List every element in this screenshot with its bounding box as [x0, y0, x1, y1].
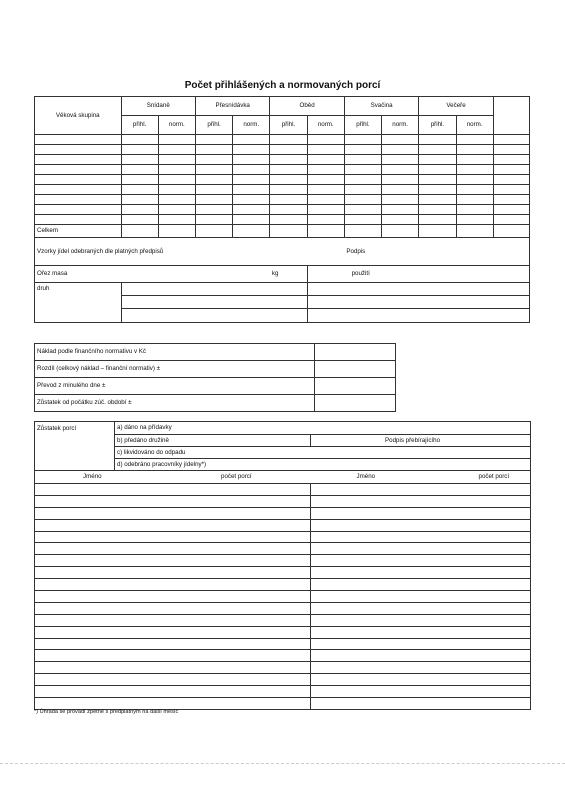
left-entry-cell	[35, 567, 311, 579]
count-cell	[344, 155, 381, 165]
left-entry-cell	[35, 555, 311, 567]
right-entry-cell	[311, 686, 531, 698]
count-cell	[344, 135, 381, 145]
count-cell	[382, 175, 419, 185]
count-cell	[233, 165, 270, 175]
name-count-rows	[35, 484, 531, 710]
count-cell	[382, 215, 419, 225]
name-count-row	[35, 579, 531, 591]
count-cell	[382, 165, 419, 175]
count-cell	[456, 215, 493, 225]
count-cell	[121, 175, 158, 185]
sub-header-registered: přihl.	[419, 116, 456, 135]
count-cell	[195, 185, 232, 195]
count-cell	[419, 135, 456, 145]
left-entry-cell	[35, 543, 311, 555]
count-cell	[493, 155, 529, 165]
age-group-row	[35, 165, 530, 175]
count-cell	[307, 205, 344, 215]
meal-header-snack-pm: Svačina	[344, 97, 418, 116]
count-cell	[382, 195, 419, 205]
name-count-row	[35, 662, 531, 674]
age-group-row	[35, 195, 530, 205]
count-cell	[307, 165, 344, 175]
sub-header-normed: norm.	[233, 116, 270, 135]
count-cell	[270, 175, 307, 185]
count-cell	[493, 165, 529, 175]
name-count-row	[35, 698, 531, 710]
portions-rows	[35, 135, 530, 225]
receiver-signature-label: Podpis přebírajícího	[311, 435, 531, 447]
count-cell	[456, 195, 493, 205]
right-entry-cell	[311, 674, 531, 686]
name-count-row	[35, 531, 531, 543]
name-header: Jméno	[83, 473, 102, 480]
left-entry-cell	[35, 686, 311, 698]
count-cell	[307, 215, 344, 225]
meal-header-lunch: Oběd	[270, 97, 344, 116]
right-entry-cell	[311, 567, 531, 579]
count-cell	[270, 205, 307, 215]
count-cell	[493, 135, 529, 145]
name-count-row	[35, 626, 531, 638]
count-cell	[456, 135, 493, 145]
right-entry-cell	[311, 614, 531, 626]
count-cell	[121, 165, 158, 175]
meal-header-breakfast: Snídaně	[121, 97, 195, 116]
count-cell	[493, 185, 529, 195]
financial-table	[34, 343, 396, 412]
age-group-row	[35, 135, 530, 145]
name-count-row	[35, 484, 531, 496]
right-entry-cell	[311, 626, 531, 638]
age-group-cell	[35, 195, 122, 205]
count-cell	[158, 185, 195, 195]
count-cell	[382, 145, 419, 155]
age-group-row	[35, 215, 530, 225]
total-label: Celkem	[35, 225, 122, 238]
name-count-row	[35, 555, 531, 567]
count-cell	[158, 135, 195, 145]
count-cell	[419, 165, 456, 175]
left-entry-cell	[35, 519, 311, 531]
left-entry-cell	[35, 531, 311, 543]
option-c: c) likvidováno do odpadu	[115, 447, 531, 459]
meal-header-dinner: Večeře	[419, 97, 493, 116]
option-d: d) odebráno pracovníky jídelny*)	[115, 459, 531, 471]
count-cell	[344, 205, 381, 215]
right-entry-cell	[311, 519, 531, 531]
count-cell	[419, 155, 456, 165]
sub-header-normed: norm.	[158, 116, 195, 135]
age-group-row	[35, 175, 530, 185]
remaining-portions-table	[34, 421, 531, 710]
name-count-row	[35, 614, 531, 626]
count-cell	[270, 185, 307, 195]
right-entry-cell	[311, 698, 531, 710]
count-cell	[419, 145, 456, 155]
option-a: a) dáno na přídavky	[115, 422, 531, 435]
age-group-cell	[35, 135, 122, 145]
count-cell	[270, 155, 307, 165]
left-entry-cell	[35, 484, 311, 496]
age-group-row	[35, 155, 530, 165]
right-entry-cell	[311, 507, 531, 519]
count-cell	[382, 185, 419, 195]
financial-row-label: Zůstatek od počátku zúč. období ±	[35, 395, 315, 412]
count-cell	[382, 205, 419, 215]
count-cell	[270, 215, 307, 225]
count-cell	[493, 175, 529, 185]
name-header: Jméno	[356, 473, 376, 480]
sub-header-normed: norm.	[307, 116, 344, 135]
count-cell	[121, 185, 158, 195]
left-entry-cell	[35, 602, 311, 614]
portions-table	[34, 96, 530, 323]
samples-signature-label: Podpis	[344, 238, 529, 266]
count-cell	[270, 195, 307, 205]
count-cell	[344, 145, 381, 155]
name-count-row	[35, 686, 531, 698]
left-entry-cell	[35, 495, 311, 507]
age-group-cell	[35, 175, 122, 185]
age-group-row	[35, 205, 530, 215]
count-cell	[195, 215, 232, 225]
right-entry-cell	[311, 591, 531, 603]
name-count-row	[35, 519, 531, 531]
right-entry-cell	[311, 531, 531, 543]
sub-header-registered: přihl.	[195, 116, 232, 135]
left-entry-cell	[35, 579, 311, 591]
count-cell	[195, 205, 232, 215]
age-group-cell	[35, 145, 122, 155]
page-separator	[0, 763, 565, 764]
count-cell	[382, 155, 419, 165]
sub-header-registered: přihl.	[121, 116, 158, 135]
left-entry-cell	[35, 614, 311, 626]
financial-row-label: Rozdíl (celkový náklad – finanční normativ) ±	[35, 361, 315, 378]
count-cell	[158, 175, 195, 185]
remaining-label: Zůstatek porcí	[35, 422, 115, 471]
count-cell	[195, 135, 232, 145]
count-cell	[233, 135, 270, 145]
age-group-row	[35, 145, 530, 155]
count-cell	[121, 145, 158, 155]
kg-label: kg	[270, 266, 307, 283]
financial-row-label: Převod z minulého dne ±	[35, 378, 315, 395]
count-cell	[158, 165, 195, 175]
count-cell	[121, 205, 158, 215]
count-cell	[158, 145, 195, 155]
count-cell	[419, 205, 456, 215]
count-cell	[307, 145, 344, 155]
left-entry-cell	[35, 591, 311, 603]
count-cell	[382, 135, 419, 145]
right-entry-cell	[311, 555, 531, 567]
count-cell	[158, 155, 195, 165]
count-cell	[121, 135, 158, 145]
count-cell	[456, 205, 493, 215]
left-entry-cell	[35, 638, 311, 650]
age-group-cell	[35, 165, 122, 175]
count-cell	[121, 195, 158, 205]
name-count-row	[35, 674, 531, 686]
count-cell	[233, 155, 270, 165]
right-entry-cell	[311, 662, 531, 674]
count-cell	[493, 195, 529, 205]
count-cell	[419, 215, 456, 225]
count-cell	[121, 155, 158, 165]
count-cell	[344, 195, 381, 205]
left-entry-cell	[35, 507, 311, 519]
left-entry-cell	[35, 650, 311, 662]
age-group-cell	[35, 185, 122, 195]
count-cell	[307, 155, 344, 165]
count-cell	[419, 185, 456, 195]
age-group-cell	[35, 155, 122, 165]
count-cell	[195, 145, 232, 155]
right-entry-cell	[311, 638, 531, 650]
right-entry-cell	[311, 602, 531, 614]
name-count-row	[35, 495, 531, 507]
count-cell	[456, 175, 493, 185]
count-cell	[158, 215, 195, 225]
right-entry-cell	[311, 543, 531, 555]
count-cell	[158, 195, 195, 205]
left-entry-cell	[35, 674, 311, 686]
sub-header-normed: norm.	[382, 116, 419, 135]
left-entry-cell	[35, 662, 311, 674]
age-group-header: Věková skupina	[35, 97, 122, 135]
used-label: použití	[307, 266, 529, 283]
left-entry-cell	[35, 698, 311, 710]
meal-header-snack-am: Přesnídávka	[195, 97, 269, 116]
count-cell	[195, 195, 232, 205]
age-group-cell	[35, 215, 122, 225]
count-cell	[307, 135, 344, 145]
count-cell	[233, 145, 270, 155]
count-cell	[456, 165, 493, 175]
count-cell	[195, 155, 232, 165]
right-entry-cell	[311, 650, 531, 662]
count-cell	[456, 145, 493, 155]
count-cell	[195, 175, 232, 185]
age-group-cell	[35, 205, 122, 215]
name-count-row	[35, 591, 531, 603]
count-cell	[493, 145, 529, 155]
count-cell	[456, 155, 493, 165]
count-cell	[195, 165, 232, 175]
count-cell	[307, 185, 344, 195]
footnote: *) Úhrada se provádí zpětně s předplatným na další měsíc	[34, 709, 179, 715]
count-cell	[233, 195, 270, 205]
meat-trim-label: Ořez masa	[35, 266, 270, 283]
count-cell	[307, 175, 344, 185]
count-cell	[158, 205, 195, 215]
financial-row-label: Náklad podle finančního normativu v Kč	[35, 344, 315, 361]
count-cell	[344, 215, 381, 225]
count-cell	[419, 195, 456, 205]
sub-header-registered: přihl.	[344, 116, 381, 135]
count-cell	[344, 165, 381, 175]
name-count-row	[35, 507, 531, 519]
count-cell	[493, 205, 529, 215]
right-entry-cell	[311, 495, 531, 507]
count-cell	[456, 185, 493, 195]
left-entry-cell	[35, 626, 311, 638]
samples-label: Vzorky jídel odebraných dle platných předpisů	[35, 238, 345, 266]
kind-label: druh	[35, 283, 122, 323]
count-cell	[121, 215, 158, 225]
count-cell	[270, 145, 307, 155]
right-entry-cell	[311, 484, 531, 496]
name-count-row	[35, 602, 531, 614]
name-count-row	[35, 567, 531, 579]
right-entry-cell	[311, 579, 531, 591]
count-cell	[233, 175, 270, 185]
name-count-row	[35, 543, 531, 555]
count-cell	[233, 185, 270, 195]
count-cell	[270, 135, 307, 145]
page-title: Počet přihlášených a normovaných porcí	[184, 80, 381, 91]
count-cell	[344, 175, 381, 185]
count-header: počet porcí	[478, 473, 510, 480]
count-cell	[493, 215, 529, 225]
count-header: počet porcí	[221, 473, 252, 480]
count-cell	[270, 165, 307, 175]
count-cell	[233, 205, 270, 215]
count-cell	[344, 185, 381, 195]
count-cell	[307, 195, 344, 205]
option-b: b) předáno družině	[115, 435, 311, 447]
age-group-row	[35, 185, 530, 195]
sub-header-registered: přihl.	[270, 116, 307, 135]
sub-header-normed: norm.	[456, 116, 493, 135]
name-count-row	[35, 650, 531, 662]
name-count-row	[35, 638, 531, 650]
count-cell	[233, 215, 270, 225]
count-cell	[419, 175, 456, 185]
